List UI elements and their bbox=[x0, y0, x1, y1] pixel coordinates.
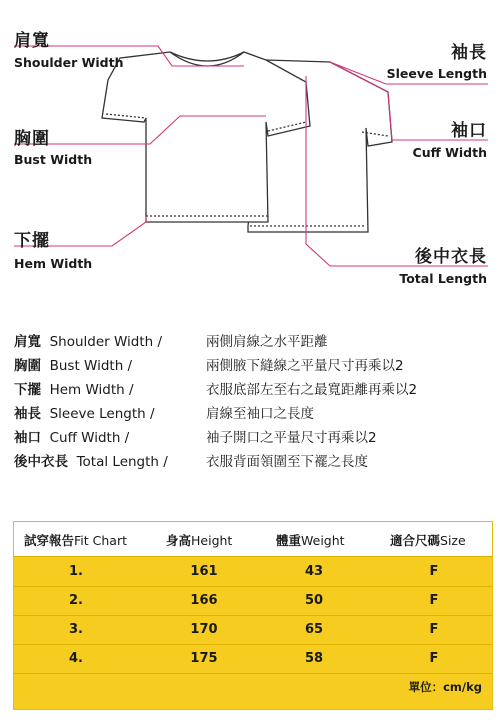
total-label-zh: 後中衣長 bbox=[415, 247, 487, 267]
header-height: 身高Height bbox=[166, 533, 233, 548]
definition-desc: 兩側肩線之水平距離 bbox=[206, 334, 328, 350]
hem-label-zh: 下擺 bbox=[14, 231, 50, 251]
definition-row bbox=[14, 402, 484, 426]
row-number: 2. bbox=[69, 593, 83, 608]
row-number: 4. bbox=[69, 651, 83, 666]
definition-term-zh: 胸圍 bbox=[14, 358, 41, 374]
definition-term-zh: 後中衣長 bbox=[14, 454, 68, 470]
definition-term-en: Bust Width / bbox=[49, 358, 133, 374]
table-row bbox=[14, 644, 492, 674]
definition-term-zh: 袖口 bbox=[14, 430, 41, 446]
table-row bbox=[14, 615, 492, 645]
definition-term-en: Hem Width / bbox=[49, 382, 134, 398]
header-fit-chart: 試穿報告Fit Chart bbox=[24, 533, 127, 548]
header-weight: 體重Weight bbox=[276, 533, 345, 548]
cuff-label-zh: 袖口 bbox=[451, 121, 487, 141]
fit-chart-table bbox=[13, 521, 493, 710]
row-size: F bbox=[429, 564, 439, 579]
definition-desc: 袖子開口之平量尺寸再乘以2 bbox=[206, 430, 377, 446]
row-height: 161 bbox=[190, 564, 218, 579]
definition-term-zh: 下擺 bbox=[14, 382, 41, 398]
row-weight: 50 bbox=[304, 593, 324, 608]
definition-desc: 衣服底部左至右之最寬距離再乘以2 bbox=[206, 382, 418, 398]
definition-desc: 肩線至袖口之長度 bbox=[206, 406, 314, 422]
unit-note: 單位：cm/kg bbox=[408, 680, 482, 694]
row-height: 175 bbox=[190, 651, 218, 666]
row-size: F bbox=[429, 593, 439, 608]
header-size: 適合尺碼Size bbox=[390, 533, 466, 548]
total-label-en: Total Length bbox=[399, 271, 487, 286]
row-number: 3. bbox=[69, 622, 83, 637]
definition-desc: 衣服背面領圍至下襬之長度 bbox=[206, 454, 368, 470]
definition-term-zh: 肩寬 bbox=[14, 334, 41, 350]
row-size: F bbox=[429, 651, 439, 666]
definition-row bbox=[14, 330, 484, 354]
bust-label-en: Bust Width bbox=[14, 152, 93, 167]
row-weight: 58 bbox=[304, 651, 324, 666]
definition-row bbox=[14, 450, 484, 474]
definition-desc: 兩側腋下縫線之平量尺寸再乘以2 bbox=[206, 358, 404, 374]
definition-term-en: Cuff Width / bbox=[49, 430, 130, 446]
sleeve-label-en: Sleeve Length bbox=[386, 66, 487, 81]
sleeve-label-zh: 袖長 bbox=[451, 43, 487, 63]
measurement-definitions bbox=[14, 330, 484, 474]
definition-row bbox=[14, 378, 484, 402]
shoulder-label-zh: 肩寬 bbox=[14, 31, 50, 51]
row-weight: 43 bbox=[304, 564, 324, 579]
shoulder-label-en: Shoulder Width bbox=[14, 55, 124, 70]
table-row bbox=[14, 586, 492, 616]
row-height: 170 bbox=[190, 622, 218, 637]
definition-term-zh: 袖長 bbox=[14, 406, 41, 422]
row-size: F bbox=[429, 622, 439, 637]
definition-term-en: Sleeve Length / bbox=[49, 406, 155, 422]
table-row bbox=[14, 557, 492, 587]
row-number: 1. bbox=[69, 564, 83, 579]
row-height: 166 bbox=[190, 593, 218, 608]
definition-row bbox=[14, 426, 484, 450]
row-weight: 65 bbox=[304, 622, 324, 637]
hem-label-en: Hem Width bbox=[14, 256, 93, 271]
definition-term-en: Shoulder Width / bbox=[49, 334, 163, 350]
definition-term-en: Total Length / bbox=[76, 454, 168, 470]
definition-row bbox=[14, 354, 484, 378]
fit-chart-header bbox=[14, 522, 492, 557]
bust-label-zh: 胸圍 bbox=[14, 129, 50, 149]
cuff-label-en: Cuff Width bbox=[412, 145, 487, 160]
